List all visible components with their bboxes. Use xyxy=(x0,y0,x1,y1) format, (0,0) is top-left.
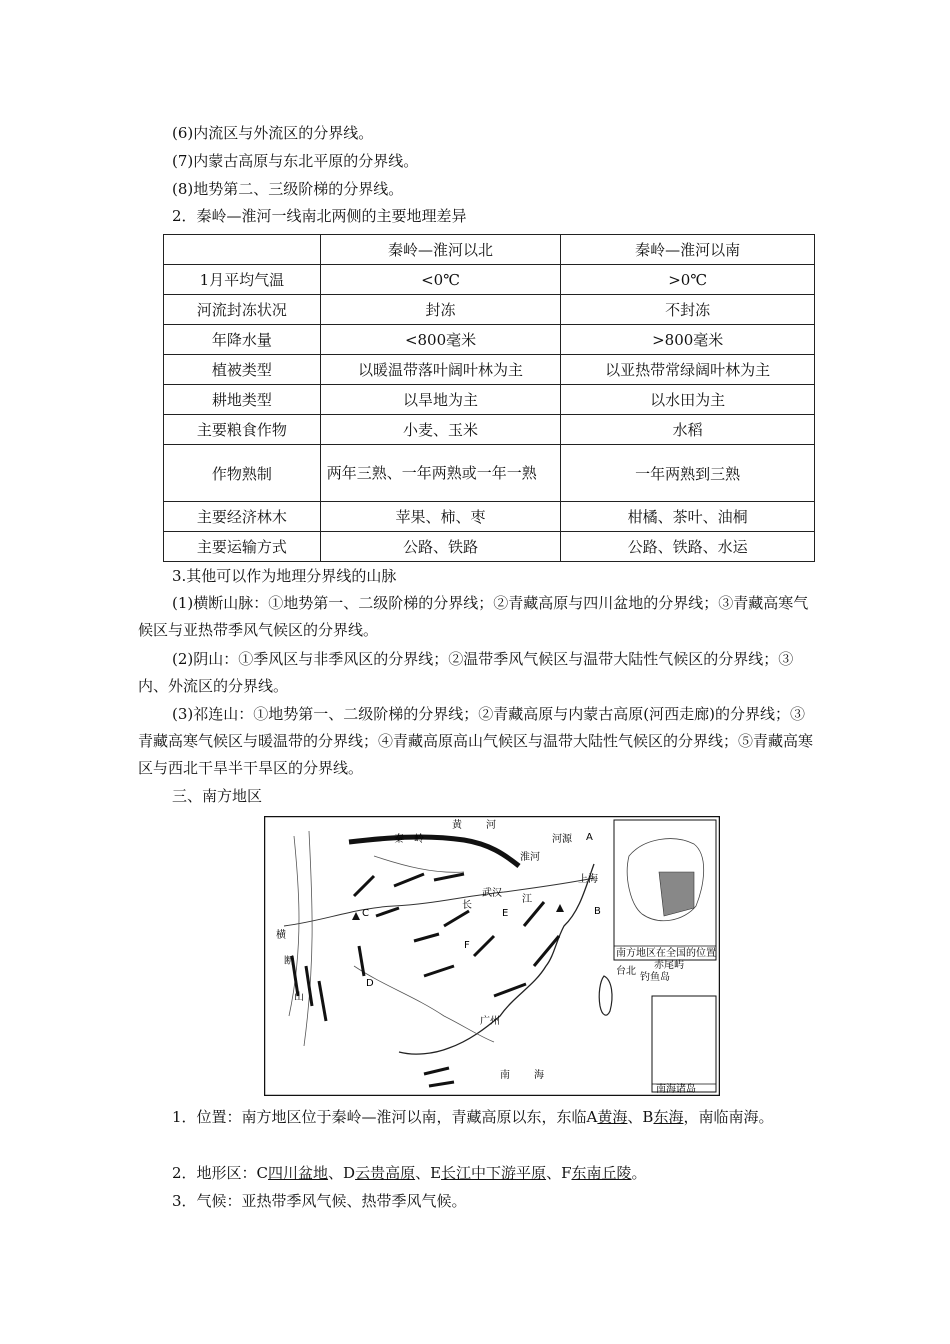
landform-end: 。 xyxy=(631,1164,647,1182)
location-sep: 、B xyxy=(627,1108,654,1126)
table-cell: 以暖温带落叶阔叶林为主 xyxy=(320,355,561,385)
map-label-qinling: 秦 岭 xyxy=(394,834,424,845)
table-cell: 小麦、玉米 xyxy=(320,415,561,445)
table-row xyxy=(164,445,815,502)
south-region-map xyxy=(264,816,720,1096)
table-cell: 以旱地为主 xyxy=(320,385,561,415)
yungui-plateau: 云贵高原 xyxy=(355,1164,416,1182)
table-row xyxy=(164,355,815,385)
map-label-nan: 南 xyxy=(500,1070,510,1081)
table-header-cell: 秦岭—淮河以北 xyxy=(320,235,561,265)
table-header-cell: 秦岭—淮河以南 xyxy=(561,235,815,265)
map-label-huaihe: 淮河 xyxy=(520,852,540,863)
table-cell: 两年三熟、一年两熟或一年一熟 xyxy=(320,445,561,502)
map-label-huang: 黄 xyxy=(452,820,462,831)
table-row xyxy=(164,415,815,445)
southeast-hills: 东南丘陵 xyxy=(571,1164,632,1182)
east-sea: 东海 xyxy=(653,1108,684,1126)
landform-sep: 、E xyxy=(415,1164,442,1182)
table-row xyxy=(164,532,815,562)
location-text: 1．位置：南方地区位于秦岭—淮河以南，青藏高原以东，东临A xyxy=(172,1108,598,1126)
table-cell: 水稻 xyxy=(561,415,815,445)
item-8: (8)地势第二、三级阶梯的分界线。 xyxy=(172,180,404,198)
paragraph-qilian: (3)祁连山：①地势第一、二级阶梯的分界线；②青藏高原与内蒙古高原(河西走廊)的分界线；③青藏高寒气候区与暖温带的分界线；④青藏高原高山气候区与温带大陆性气候区的分界线；⑤青藏高寒区与西北干旱半干旱区的分界线。 xyxy=(138,705,814,777)
map-label-diaoyudao: 钓鱼岛 xyxy=(640,972,670,983)
table-cell: 河流封冻状况 xyxy=(164,295,321,325)
map-label-chiweiyu: 赤尾屿 xyxy=(654,960,684,971)
table-row xyxy=(164,265,815,295)
map-label-heyuan: 河源 xyxy=(552,834,572,845)
yangtze-plain: 长江中下游平原 xyxy=(441,1164,547,1182)
table-cell: 不封冻 xyxy=(561,295,815,325)
table-header-row xyxy=(164,235,815,265)
paragraph-climate: 3．气候：亚热带季风气候、热带季风气候。 xyxy=(172,1192,467,1210)
comparison-table xyxy=(163,234,815,562)
item-6: (6)内流区与外流区的分界线。 xyxy=(172,124,374,142)
table-row xyxy=(164,385,815,415)
table-cell: 一年两熟到三熟 xyxy=(561,445,815,502)
table-cell: 主要经济林木 xyxy=(164,502,321,532)
map-inset2-caption: 南海诸岛 xyxy=(656,1084,696,1095)
table-row xyxy=(164,502,815,532)
table-cell: 作物熟制 xyxy=(164,445,321,502)
table-row xyxy=(164,295,815,325)
table-row xyxy=(164,325,815,355)
map-label-chang: 长 xyxy=(462,900,472,911)
table-cell: 1月平均气温 xyxy=(164,265,321,295)
landform-prefix: 2．地形区：C xyxy=(172,1164,269,1182)
table-cell: 主要运输方式 xyxy=(164,532,321,562)
table-cell: 耕地类型 xyxy=(164,385,321,415)
landform-sep: 、D xyxy=(328,1164,356,1182)
table-cell: 以水田为主 xyxy=(561,385,815,415)
map-label-f: F xyxy=(464,940,470,951)
table-cell: 公路、铁路、水运 xyxy=(561,532,815,562)
table-cell: >800毫米 xyxy=(561,325,815,355)
table-cell: >0℃ xyxy=(561,265,815,295)
yellow-sea: 黄海 xyxy=(597,1108,628,1126)
sichuan-basin: 四川盆地 xyxy=(268,1164,329,1182)
map-label-he: 河 xyxy=(486,820,496,831)
table-cell: 柑橘、茶叶、油桐 xyxy=(561,502,815,532)
table-header-cell xyxy=(164,235,321,265)
map-inset-caption: 南方地区在全国的位置 xyxy=(616,948,716,959)
map-label-a: A xyxy=(586,832,593,843)
table-cell: 以亚热带常绿阔叶林为主 xyxy=(561,355,815,385)
map-label-shanghai: 上海 xyxy=(578,874,598,885)
south-heading: 三、南方地区 xyxy=(172,787,263,805)
table-cell: 封冻 xyxy=(320,295,561,325)
map-label-wuhan: 武汉 xyxy=(482,888,502,899)
table-cell: 公路、铁路 xyxy=(320,532,561,562)
map-label-hai: 海 xyxy=(534,1070,544,1081)
table-cell: 苹果、柿、枣 xyxy=(320,502,561,532)
table-cell: 植被类型 xyxy=(164,355,321,385)
table-cell: <800毫米 xyxy=(320,325,561,355)
map-label-duan: 断 xyxy=(284,956,294,967)
map-label-guangzhou: 广州 xyxy=(480,1016,500,1027)
map-label-jiang: 江 xyxy=(522,894,532,905)
map-label-e: E xyxy=(502,908,509,919)
paragraph-hengduan: (1)横断山脉：①地势第一、二级阶梯的分界线；②青藏高原与四川盆地的分界线；③青藏高寒气候区与亚热带季风气候区的分界线。 xyxy=(138,594,809,639)
location-end: ，南临南海。 xyxy=(683,1108,774,1126)
table-cell: 年降水量 xyxy=(164,325,321,355)
table-cell: 主要粮食作物 xyxy=(164,415,321,445)
paragraph-landforms xyxy=(138,1160,818,1187)
section-3-title: 3.其他可以作为地理分界线的山脉 xyxy=(172,567,397,585)
item-7: (7)内蒙古高原与东北平原的分界线。 xyxy=(172,152,419,170)
section-2-title: 2．秦岭—淮河一线南北两侧的主要地理差异 xyxy=(172,207,467,225)
paragraph-yinshan: (2)阴山：①季风区与非季风区的分界线；②温带季风气候区与温带大陆性气候区的分界线；③内、外流区的分界线。 xyxy=(138,650,794,695)
landform-sep: 、F xyxy=(546,1164,572,1182)
map-label-d: D xyxy=(366,978,374,989)
map-label-c: C xyxy=(362,908,369,919)
map-label-shan: 山 xyxy=(294,992,304,1003)
paragraph-location xyxy=(138,1104,818,1131)
table-cell: <0℃ xyxy=(320,265,561,295)
map-label-b: B xyxy=(594,906,601,917)
map-label-heng: 横 xyxy=(276,930,286,941)
map-label-taibei: 台北 xyxy=(616,966,636,977)
